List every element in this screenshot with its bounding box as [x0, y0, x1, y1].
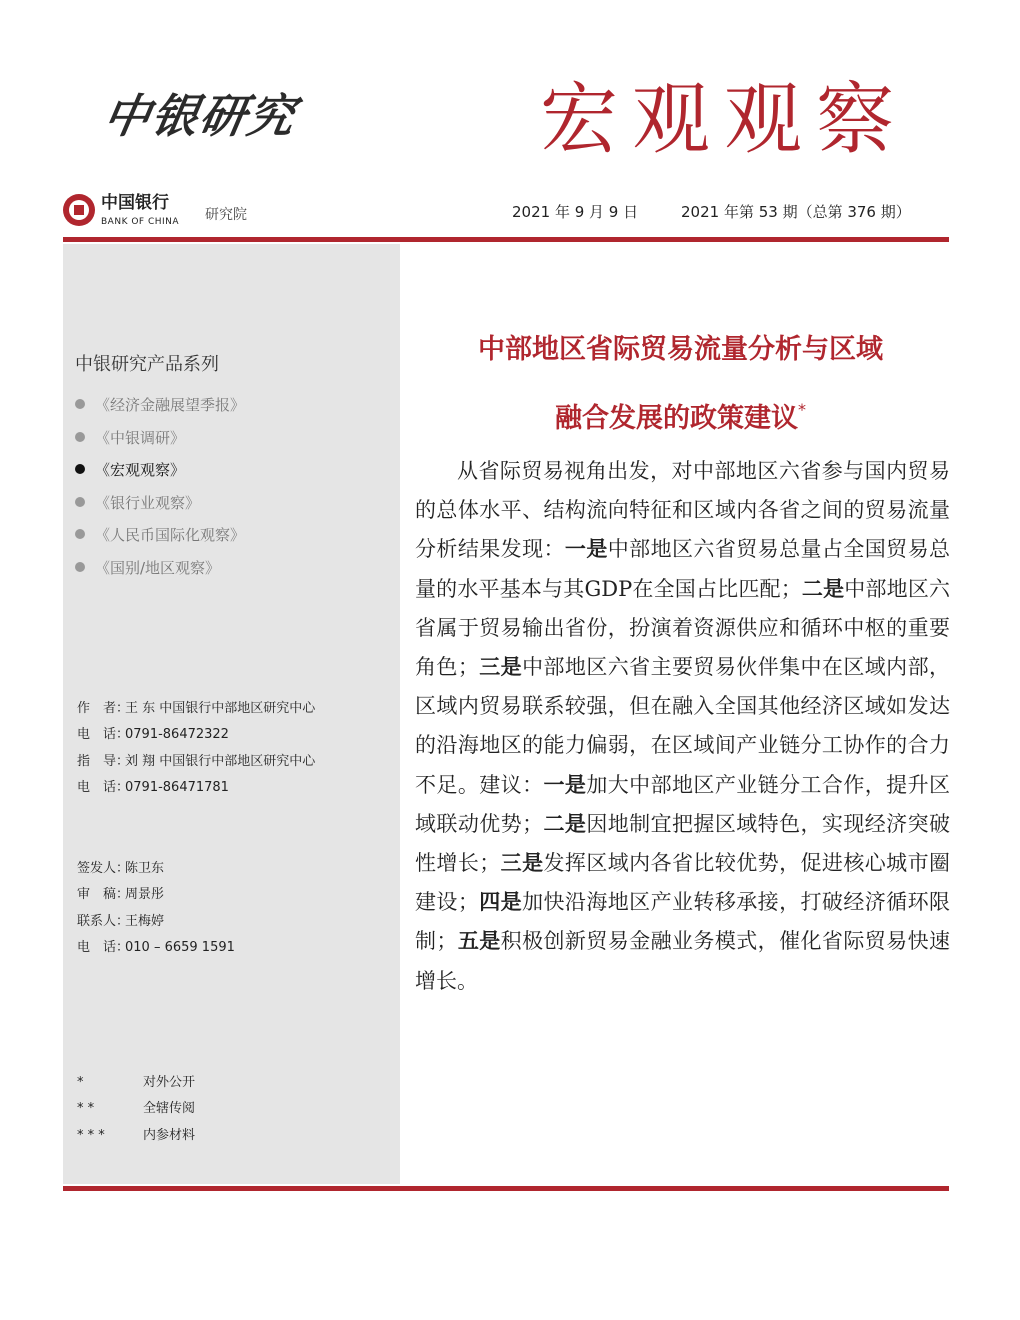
- abstract: [415, 452, 950, 1001]
- author-row: [77, 753, 315, 779]
- signoff-row-value: 王梅婷: [125, 913, 165, 929]
- series-item: [75, 459, 245, 492]
- abstract-keyword: 三是: [500, 851, 544, 876]
- abstract-text: 中部地区六省属于贸易输出省份，扮演着资源供应和循环中枢的重要角色；: [415, 576, 951, 680]
- distribution-row: [77, 1100, 195, 1126]
- distribution-row-key: * * *: [77, 1127, 105, 1143]
- abstract-text: 加快沿海地区产业转移承接，打破经济循环限制；: [415, 890, 951, 954]
- bank-name-cn: 中国银行: [101, 193, 169, 213]
- footer-divider: [63, 1186, 949, 1191]
- bank-name-en: BANK OF CHINA: [101, 217, 180, 227]
- author-info: [77, 700, 315, 805]
- report-series-title: 宏观观察: [540, 75, 909, 165]
- issue-number: 2021 年第 53 期（总第 376 期）: [681, 203, 911, 221]
- abstract-keyword: 二是: [801, 576, 845, 601]
- abstract-keyword: 四是: [478, 890, 523, 915]
- abstract-keyword: 三是: [478, 655, 523, 680]
- signoff-row-value: 周景彤: [125, 887, 165, 903]
- signoff-row-key: 签发人：: [77, 861, 130, 876]
- distribution-row-key: *: [77, 1075, 84, 1090]
- abstract-text: 因地制宜把握区域特色，实现经济突破性增长；: [415, 811, 951, 876]
- series-item-label: 《宏观观察》: [95, 461, 186, 480]
- bullet-icon: [75, 464, 85, 474]
- bullet-icon: [75, 497, 85, 507]
- author-row-key: 电 话：: [77, 779, 130, 795]
- sidebar: [63, 244, 400, 1184]
- bullet-icon: [75, 562, 85, 572]
- institute-label: 研究院: [205, 207, 247, 223]
- author-row-value: 0791-86472322: [125, 727, 229, 743]
- series-item: [75, 394, 245, 427]
- author-row-key: 指 导：: [77, 753, 130, 769]
- abstract-keyword: 五是: [457, 929, 501, 954]
- series-item: [75, 427, 245, 460]
- abstract-text: 加大中部地区产业链分工合作，提升区域联动优势；: [415, 772, 951, 836]
- distribution-row-value: 全辖传阅: [143, 1101, 196, 1117]
- brand-logo: 中银研究: [99, 89, 301, 143]
- series-item: [75, 557, 245, 590]
- author-row-key: 作 者：: [77, 701, 130, 716]
- distribution-row-value: 内参材料: [143, 1127, 196, 1143]
- series-item-label: 《银行业观察》: [95, 493, 201, 512]
- author-row-value: 0791-86471781: [125, 779, 229, 795]
- series-item: [75, 492, 245, 525]
- abstract-text: 积极创新贸易金融业务模式，催化省际贸易快速增长。: [415, 929, 951, 993]
- signoff-info: [77, 860, 235, 965]
- bank-logo: [63, 192, 193, 234]
- bullet-icon: [75, 432, 85, 442]
- abstract-text: 从省际贸易视角出发，对中部地区六省参与国内贸易的总体水平、结构流向特征和区域内各省之间的贸易流量分析结果发现：: [415, 459, 950, 562]
- title-line-1: 中部地区省际贸易流量分析与区域: [478, 334, 883, 365]
- author-row: [77, 726, 315, 752]
- bank-emblem-icon: [63, 194, 95, 226]
- signoff-row: [77, 860, 235, 886]
- abstract-text: 中部地区六省主要贸易伙伴集中在区域内部，区域内贸易联系较强，但在融入全国其他经济区域如发达的沿海地区的能力偏弱，在区域间产业链分工协作的合力不足。建议：: [415, 655, 951, 797]
- signoff-row: [77, 886, 235, 912]
- signoff-row-key: 审 稿：: [77, 887, 130, 903]
- signoff-row: [77, 939, 235, 965]
- series-item-label: 《中银调研》: [95, 428, 186, 447]
- signoff-row: [77, 913, 235, 939]
- distribution-row-value: 对外公开: [143, 1075, 196, 1090]
- abstract-keyword: 二是: [543, 811, 587, 836]
- series-item: [75, 524, 245, 557]
- distribution-row: [77, 1127, 195, 1153]
- signoff-row-value: 陈卫东: [125, 861, 165, 876]
- author-row-value: 刘 翔 中国银行中部地区研究中心: [125, 753, 316, 769]
- series-list: [75, 394, 245, 590]
- signoff-row-value: 010 – 6659 1591: [125, 939, 235, 955]
- abstract-keyword: 一是: [564, 537, 608, 562]
- abstract-text: 中部地区六省贸易总量占全国贸易总量的水平基本与其GDP在全国占比匹配；: [415, 537, 951, 601]
- header-divider: [63, 237, 949, 242]
- series-item-label: 《经济金融展望季报》: [95, 396, 246, 414]
- series-heading: 中银研究产品系列: [75, 354, 219, 375]
- distribution-legend: [77, 1074, 195, 1153]
- signoff-row-key: 电 话：: [77, 939, 130, 955]
- author-row: [77, 779, 315, 805]
- bullet-icon: [75, 399, 85, 409]
- distribution-row-key: * *: [77, 1101, 95, 1117]
- bullet-icon: [75, 529, 85, 539]
- title-line-2-text: 融合发展的政策建议: [555, 403, 798, 434]
- abstract-keyword: 一是: [543, 772, 587, 797]
- distribution-row: [77, 1074, 195, 1100]
- signoff-row-key: 联系人：: [77, 913, 130, 929]
- title-line-2: [408, 380, 953, 449]
- series-item-label: 《人民币国际化观察》: [95, 526, 246, 545]
- title-footnote-mark: *: [798, 400, 806, 419]
- report-title: [408, 320, 953, 449]
- abstract-text: 发挥区域内各省比较优势，促进核心城市圈建设；: [415, 851, 950, 915]
- author-row: [77, 700, 315, 726]
- series-item-label: 《国别/地区观察》: [95, 558, 221, 577]
- issue-date: 2021 年 9 月 9 日: [512, 203, 639, 221]
- author-row-key: 电 话：: [77, 727, 130, 743]
- author-row-value: 王 东 中国银行中部地区研究中心: [125, 701, 316, 716]
